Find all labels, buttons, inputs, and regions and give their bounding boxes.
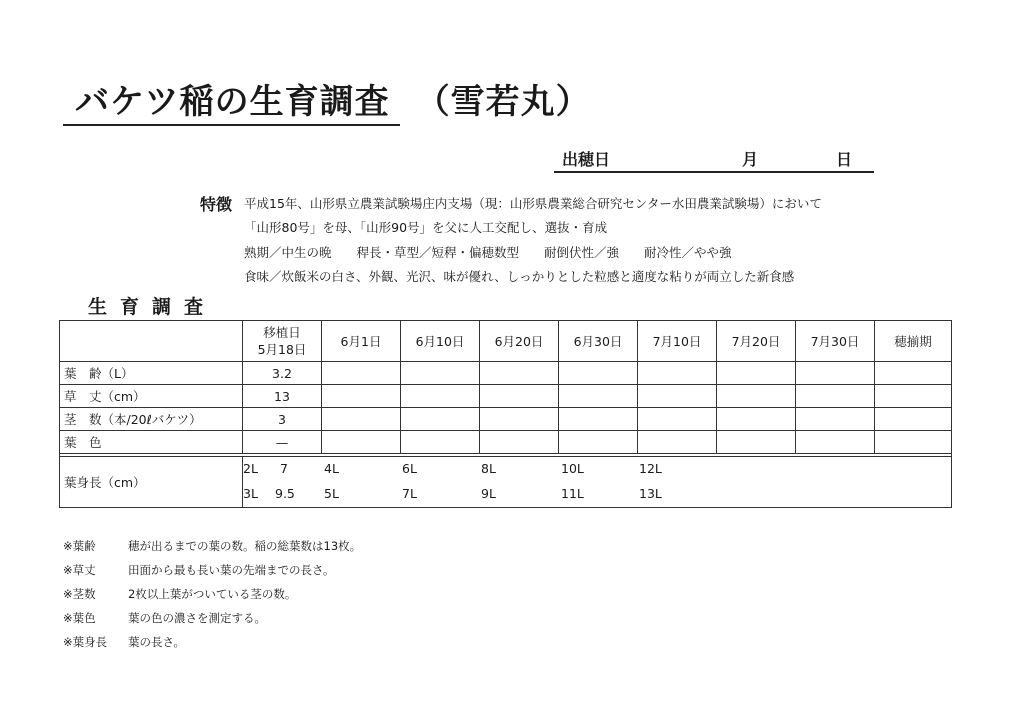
empty-cell[interactable] (401, 431, 480, 454)
note-leaf-color (63, 610, 266, 626)
note-plant-height (63, 562, 335, 578)
empty-cell[interactable] (401, 385, 480, 408)
heading-date-label: 出穂日 (562, 150, 611, 169)
blade-bottom-5: 9L (481, 486, 496, 501)
empty-cell[interactable] (322, 408, 401, 431)
blade-bottom-4: 7L (402, 486, 417, 501)
heading-date-line (554, 143, 874, 173)
empty-cell[interactable] (717, 408, 796, 431)
row-value-leaf-color: — (243, 431, 322, 454)
empty-cell[interactable] (875, 385, 952, 408)
header-blank-cell (60, 321, 243, 362)
features-label: 特徴 (200, 195, 233, 214)
table-row-stem-count (60, 408, 952, 431)
empty-cell[interactable] (401, 408, 480, 431)
note-key: ※葉色 (63, 611, 96, 625)
blade-top-1: 2L (243, 461, 258, 476)
row-label-blade-length: 葉身長（cm） (60, 457, 243, 508)
empty-cell[interactable] (717, 362, 796, 385)
header-date-4: 6月30日 (559, 321, 638, 362)
header-date-5: 7月10日 (638, 321, 717, 362)
features-line-1: 平成15年、山形県立農業試験場庄内支場（現：山形県農業総合研究センター水田農業試験場）において (244, 196, 822, 211)
header-date-6: 7月20日 (717, 321, 796, 362)
section-title: 生育調査 (88, 296, 217, 318)
row-label-leaf-color: 葉 色 (60, 431, 243, 454)
empty-cell[interactable] (638, 408, 717, 431)
empty-cell[interactable] (638, 385, 717, 408)
blade-top-5: 8L (481, 461, 496, 476)
row-value-leaf-age: 3.2 (243, 362, 322, 385)
title-main: バケツ稲の生育調査 (75, 82, 390, 122)
empty-cell[interactable] (875, 408, 952, 431)
row-value-plant-height: 13 (243, 385, 322, 408)
empty-cell[interactable] (480, 408, 559, 431)
empty-cell[interactable] (322, 431, 401, 454)
blade-bottom-1: 3L (243, 486, 258, 501)
row-value-stem-count: 3 (243, 408, 322, 431)
header-transplant-date: 5月18日 (257, 342, 307, 357)
note-text: 田面から最も長い葉の先端までの長さ。 (128, 563, 335, 577)
blade-top-2: 7 (280, 461, 288, 476)
note-blade-length (63, 634, 185, 650)
empty-cell[interactable] (480, 431, 559, 454)
page-title (75, 74, 591, 123)
table-row-leaf-age (60, 362, 952, 385)
empty-cell[interactable] (875, 431, 952, 454)
header-date-3: 6月20日 (480, 321, 559, 362)
title-underline (63, 124, 400, 126)
features-line-4: 食味／炊飯米の白さ、外観、光沢、味が優れ、しっかりとした粒感と適度な粘りが両立した新食感 (244, 269, 795, 284)
header-heading-stage: 穂揃期 (875, 321, 952, 362)
heading-day-label: 日 (836, 150, 853, 169)
blade-bottom-7: 13L (639, 486, 662, 501)
note-key: ※草丈 (63, 563, 96, 577)
heading-month-label: 月 (742, 150, 759, 169)
header-transplant-cell (243, 321, 322, 362)
blade-top-6: 10L (561, 461, 584, 476)
note-key: ※葉齢 (63, 539, 96, 553)
table-row-plant-height (60, 385, 952, 408)
note-text: 2枚以上葉がついている茎の数。 (128, 587, 297, 601)
empty-cell[interactable] (322, 385, 401, 408)
row-label-leaf-age: 葉 齢（L） (60, 362, 243, 385)
table-row-blade-length (60, 457, 952, 508)
row-label-plant-height: 草 丈（cm） (60, 385, 243, 408)
empty-cell[interactable] (717, 431, 796, 454)
empty-cell[interactable] (717, 385, 796, 408)
blade-top-4: 6L (402, 461, 417, 476)
blade-length-cell[interactable] (243, 457, 952, 508)
empty-cell[interactable] (638, 362, 717, 385)
empty-cell[interactable] (796, 408, 875, 431)
note-key: ※葉身長 (63, 635, 108, 649)
note-text: 葉の色の濃さを測定する。 (128, 611, 266, 625)
blade-bottom-6: 11L (561, 486, 584, 501)
note-text: 葉の長さ。 (128, 635, 186, 649)
empty-cell[interactable] (559, 362, 638, 385)
empty-cell[interactable] (480, 385, 559, 408)
title-variety: （雪若丸） (415, 82, 591, 122)
empty-cell[interactable] (480, 362, 559, 385)
empty-cell[interactable] (796, 362, 875, 385)
header-date-2: 6月10日 (401, 321, 480, 362)
header-transplant-label: 移植日 (263, 325, 301, 340)
empty-cell[interactable] (796, 431, 875, 454)
empty-cell[interactable] (796, 385, 875, 408)
row-label-stem-count: 茎 数（本/20ℓバケツ） (60, 408, 243, 431)
empty-cell[interactable] (559, 431, 638, 454)
note-key: ※茎数 (63, 587, 96, 601)
empty-cell[interactable] (401, 362, 480, 385)
header-date-7: 7月30日 (796, 321, 875, 362)
header-date-1: 6月1日 (322, 321, 401, 362)
features-line-2: 「山形80号」を母、「山形90号」を父に人工交配し、選抜・育成 (244, 220, 608, 235)
empty-cell[interactable] (638, 431, 717, 454)
growth-survey-table (59, 320, 952, 508)
features-line-3: 熟期／中生の晩 稈長・草型／短稈・偏穂数型 耐倒伏性／強 耐冷性／やや強 (244, 245, 732, 260)
blade-bottom-3: 5L (324, 486, 339, 501)
note-text: 穂が出るまでの葉の数。稲の総葉数は13枚。 (128, 539, 362, 553)
note-leaf-age (63, 538, 361, 554)
empty-cell[interactable] (559, 385, 638, 408)
blade-bottom-2: 9.5 (275, 486, 295, 501)
empty-cell[interactable] (559, 408, 638, 431)
blade-top-3: 4L (324, 461, 339, 476)
empty-cell[interactable] (875, 362, 952, 385)
empty-cell[interactable] (322, 362, 401, 385)
table-header-row (60, 321, 952, 362)
table-row-leaf-color (60, 431, 952, 454)
note-stem-count (63, 586, 296, 602)
blade-top-7: 12L (639, 461, 662, 476)
